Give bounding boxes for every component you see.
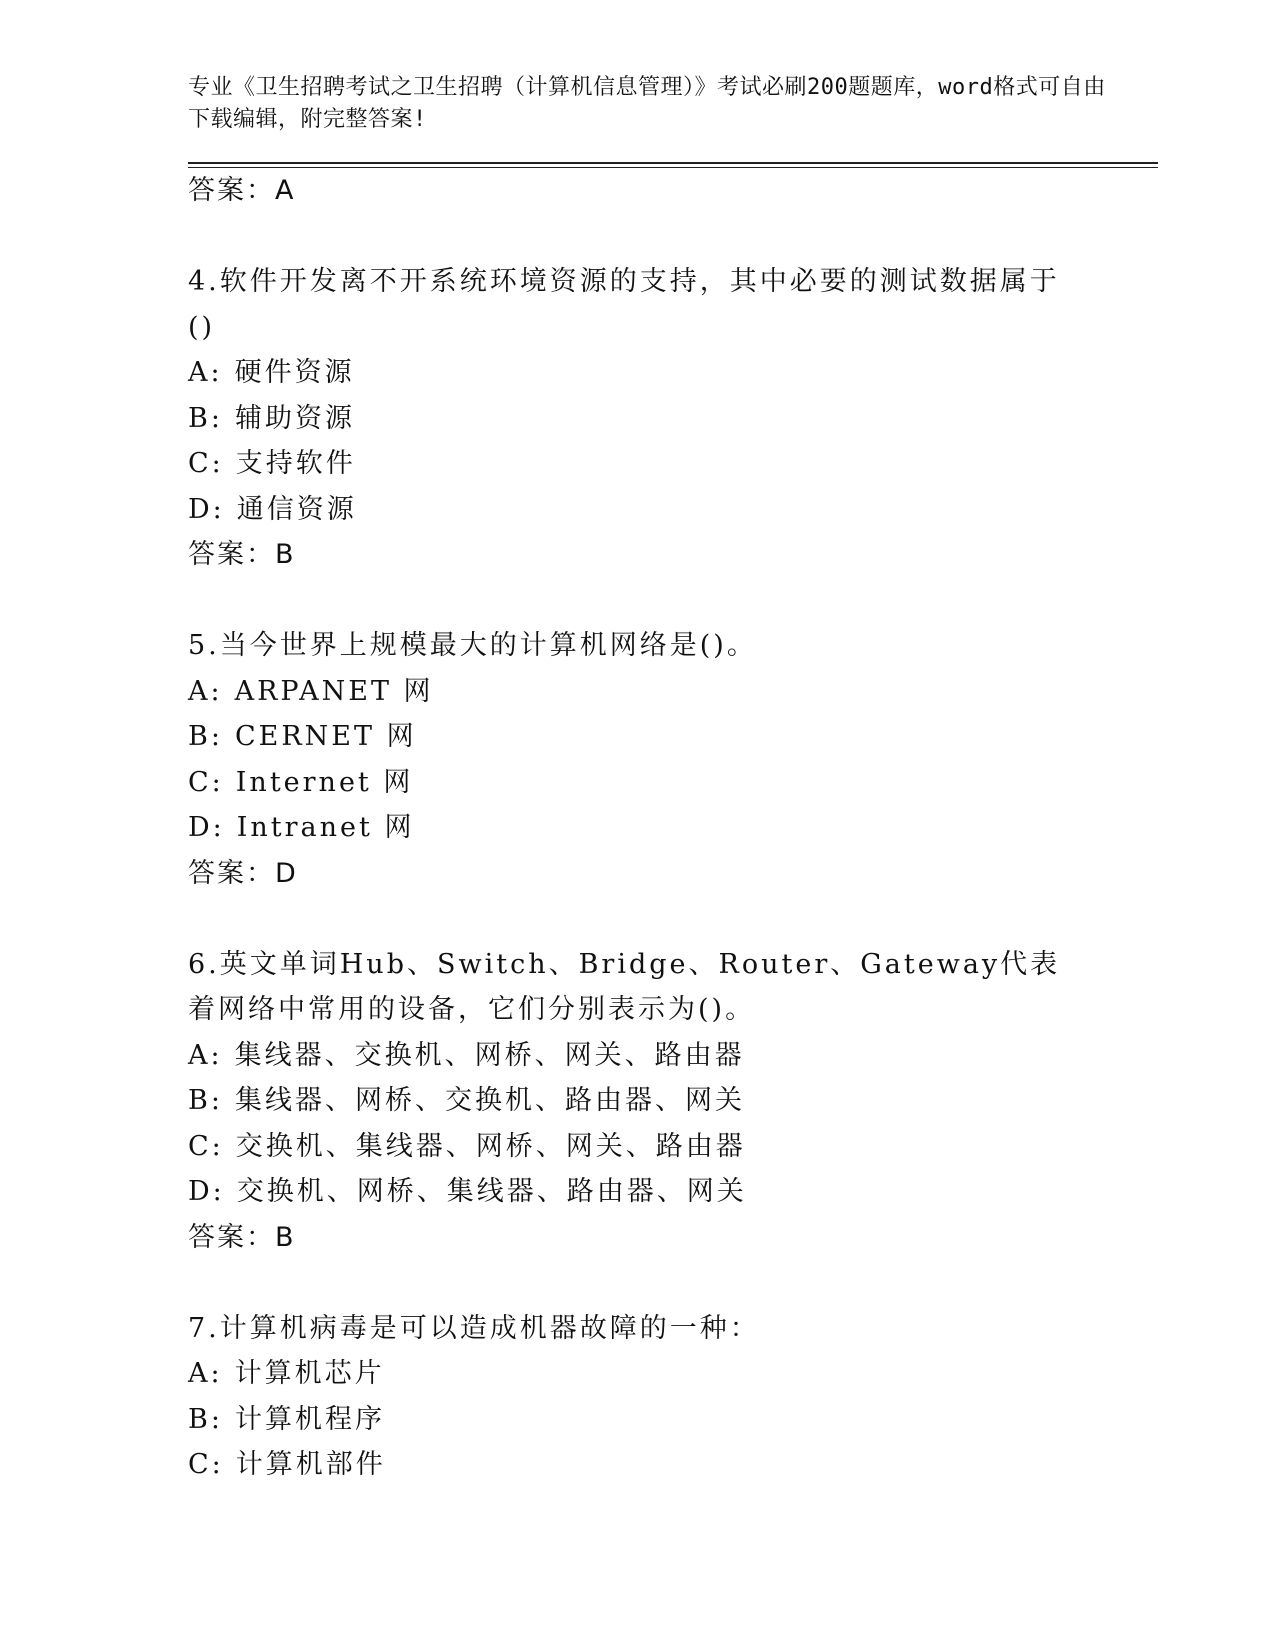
question-block [188,623,1158,897]
option-key: A: [188,675,223,707]
question-option [188,805,1158,851]
question-option [188,1033,1158,1079]
option-text: 集线器、交换机、网桥、网关、路由器 [234,1039,745,1071]
question-option [188,1124,1158,1170]
question-block [188,942,1158,1261]
option-key: B: [188,721,223,752]
question-stem: 7.计算机病毒是可以造成机器故障的一种： [188,1312,760,1344]
question-option [188,1442,1158,1488]
option-key: A: [188,1358,223,1389]
document-header: 专业《卫生招聘考试之卫生招聘（计算机信息管理）》考试必刷200题题库，word格式可自由下载编辑，附完整答案! [188,75,1106,132]
answer-value: D [275,857,296,889]
question-option [188,396,1158,442]
question-option [188,441,1158,487]
option-text: 通信资源 [236,493,357,525]
option-text: 计算机部件 [235,1449,386,1480]
option-key: D: [188,812,225,843]
option-key: C: [188,1130,224,1162]
question-block [188,1306,1158,1488]
answer-line [188,168,1158,214]
option-key: C: [188,1449,224,1480]
header-divider [188,162,1158,164]
option-text: Intranet 网 [236,812,415,843]
option-text: 交换机、集线器、网桥、网关、路由器 [235,1130,746,1162]
answer-value: B [275,539,294,570]
option-text: 硬件资源 [234,357,355,388]
option-key: D: [188,493,225,525]
option-text: 计算机程序 [234,1403,385,1435]
question-stem: 4.软件开发离不开系统环境资源的支持，其中必要的测试数据属于() [188,266,1060,343]
option-key: B: [188,1403,223,1435]
question-option [188,1351,1158,1397]
option-text: 集线器、网桥、交换机、路由器、网关 [234,1085,745,1116]
option-text: ARPANET 网 [234,675,434,707]
answer-label: 答案： [188,857,275,889]
option-key: A: [188,1039,223,1071]
document-page [188,72,1158,1488]
option-key: B: [188,402,223,434]
answer-line [188,851,1158,897]
option-key: C: [188,448,224,479]
option-text: CERNET 网 [234,721,417,752]
answer-line [188,532,1158,578]
question-block [188,259,1158,578]
answer-label: 答案： [188,1221,275,1253]
answer-value: A [275,175,294,206]
question-option [188,714,1158,760]
question-option [188,760,1158,806]
question-option [188,1169,1158,1215]
question-option [188,1397,1158,1443]
question-option [188,1078,1158,1124]
option-text: 计算机芯片 [234,1358,385,1389]
answer-line [188,1215,1158,1261]
option-key: D: [188,1176,225,1207]
question-stem: 6.英文单词Hub、Switch、Bridge、Router、Gateway代表着网络中常用的设备，它们分别表示为()。 [188,948,1061,1025]
option-text: Internet 网 [235,766,414,798]
question-option [188,669,1158,715]
question-list [188,259,1158,1488]
option-key: C: [188,766,224,798]
option-key: B: [188,1085,223,1116]
question-stem: 5.当今世界上规模最大的计算机网络是()。 [188,630,757,661]
question-option [188,350,1158,396]
option-key: A: [188,357,223,388]
answer-label: 答案： [188,539,275,570]
answer-label: 答案： [188,175,275,206]
option-text: 辅助资源 [234,402,355,434]
option-text: 交换机、网桥、集线器、路由器、网关 [236,1176,747,1207]
option-text: 支持软件 [235,448,356,479]
question-option [188,487,1158,533]
answer-value: B [275,1221,294,1253]
